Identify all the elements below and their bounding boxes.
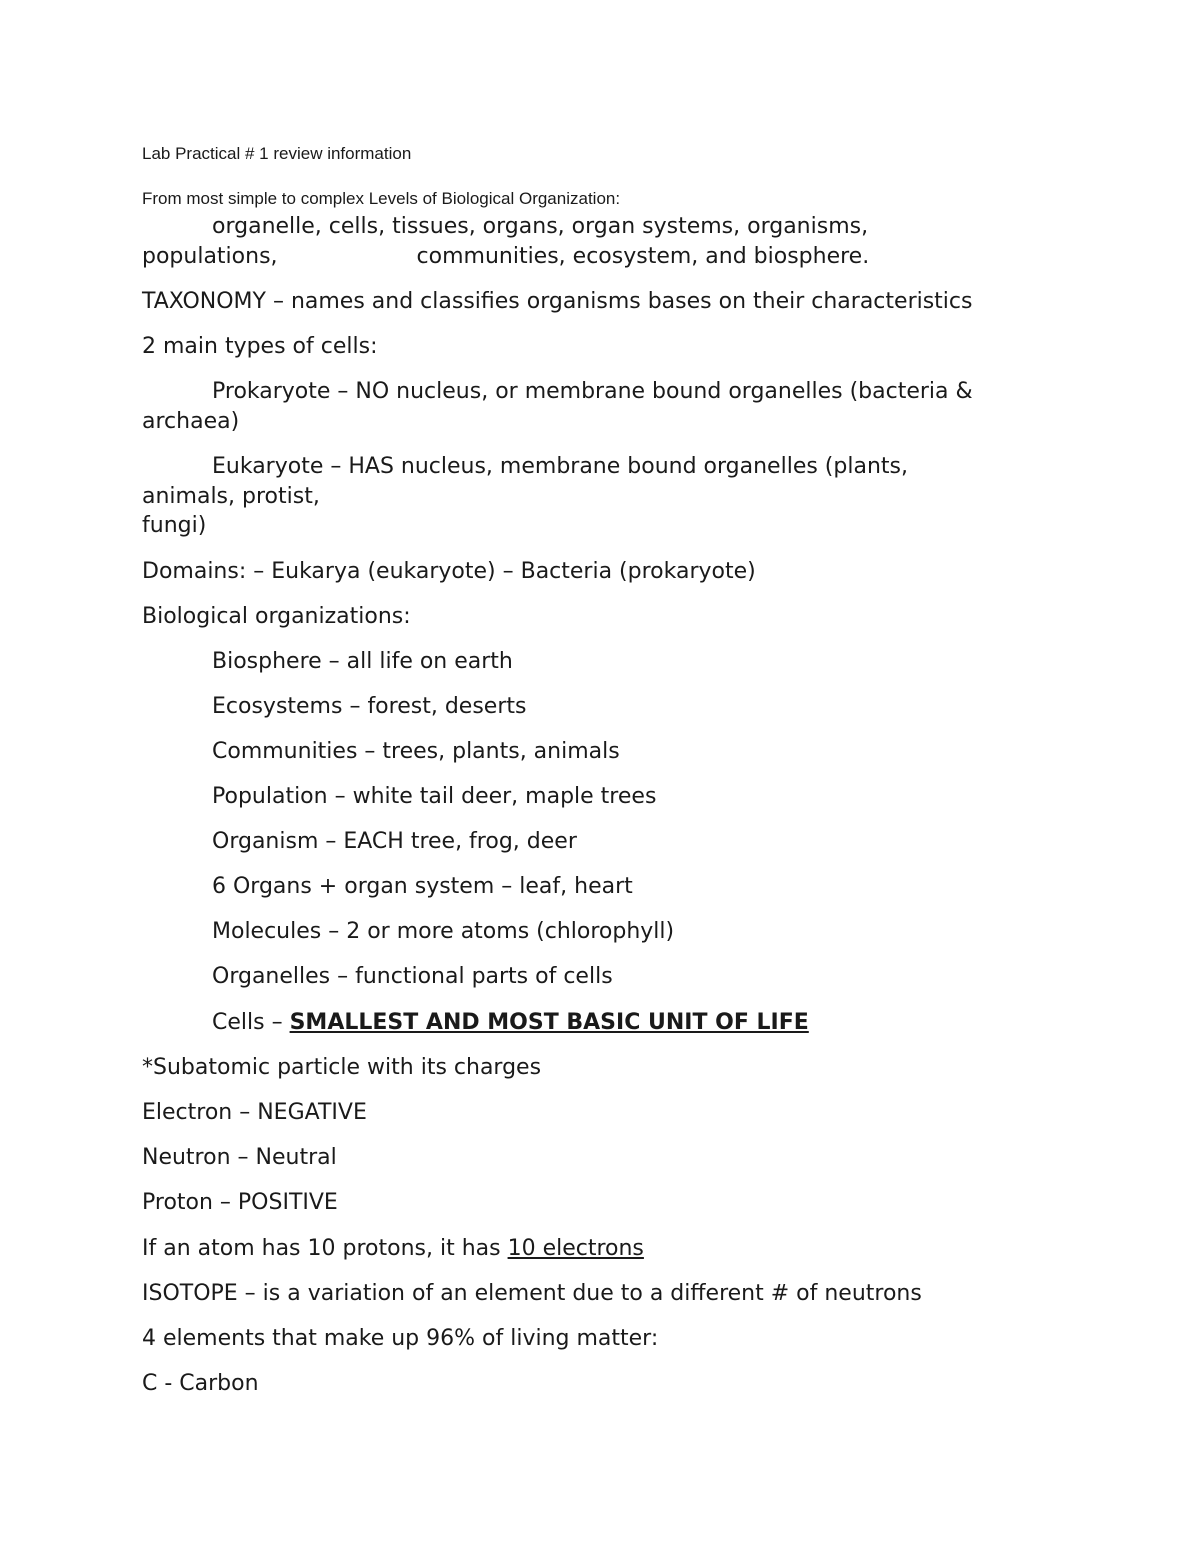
document-title: Lab Practical # 1 review information — [142, 144, 412, 163]
bio-org-item: 6 Organs + organ system – leaf, heart — [212, 874, 633, 899]
subatomic-heading: *Subatomic particle with its charges — [142, 1055, 542, 1080]
cells-label: Cells – — [212, 1010, 290, 1035]
eukaryote-line-3: fungi) — [142, 513, 207, 538]
levels-line-2-start: populations, — [142, 244, 278, 269]
atom-line-start: If an atom has 10 protons, it has — [142, 1236, 508, 1261]
neutron-line: Neutron – Neutral — [142, 1145, 337, 1170]
bio-org-item: Population – white tail deer, maple trees — [212, 784, 657, 809]
cells-line — [212, 1008, 809, 1038]
levels-line-2 — [142, 242, 869, 272]
atom-line-emphasis: 10 electrons — [507, 1236, 644, 1261]
eukaryote-line-2: animals, protist, — [142, 484, 320, 509]
levels-line-2-end: communities, ecosystem, and biosphere. — [416, 244, 870, 269]
bio-org-item: Communities – trees, plants, animals — [212, 739, 620, 764]
atom-line — [142, 1234, 644, 1264]
proton-line: Proton – POSITIVE — [142, 1190, 338, 1215]
bio-org-item: Ecosystems – forest, deserts — [212, 694, 527, 719]
carbon-line: C - Carbon — [142, 1371, 259, 1396]
prokaryote-line-2: archaea) — [142, 409, 240, 434]
eukaryote-line-1: Eukaryote – HAS nucleus, membrane bound organelles (plants, — [212, 454, 908, 479]
cell-types-heading: 2 main types of cells: — [142, 334, 378, 359]
isotope-definition: ISOTOPE – is a variation of an element due to a different # of neutrons — [142, 1281, 922, 1306]
cells-emphasis: SMALLEST AND MOST BASIC UNIT OF LIFE — [289, 1010, 809, 1035]
prokaryote-line-1: Prokaryote – NO nucleus, or membrane bound organelles (bacteria & — [212, 379, 973, 404]
bio-org-item: Biosphere – all life on earth — [212, 649, 513, 674]
levels-line-1: organelle, cells, tissues, organs, organ systems, organisms, — [212, 214, 869, 239]
bio-org-item: Organism – EACH tree, frog, deer — [212, 829, 577, 854]
electron-line: Electron – NEGATIVE — [142, 1100, 367, 1125]
bio-org-item: Molecules – 2 or more atoms (chlorophyll) — [212, 919, 675, 944]
levels-heading: From most simple to complex Levels of Biological Organization: — [142, 189, 621, 208]
taxonomy-definition: TAXONOMY – names and classifies organisms bases on their characteristics — [142, 289, 973, 314]
bio-org-heading: Biological organizations: — [142, 604, 411, 629]
domains-line: Domains: – Eukarya (eukaryote) – Bacteria (prokaryote) — [142, 559, 756, 584]
bio-org-item: Organelles – functional parts of cells — [212, 964, 613, 989]
elements-heading: 4 elements that make up 96% of living matter: — [142, 1326, 659, 1351]
